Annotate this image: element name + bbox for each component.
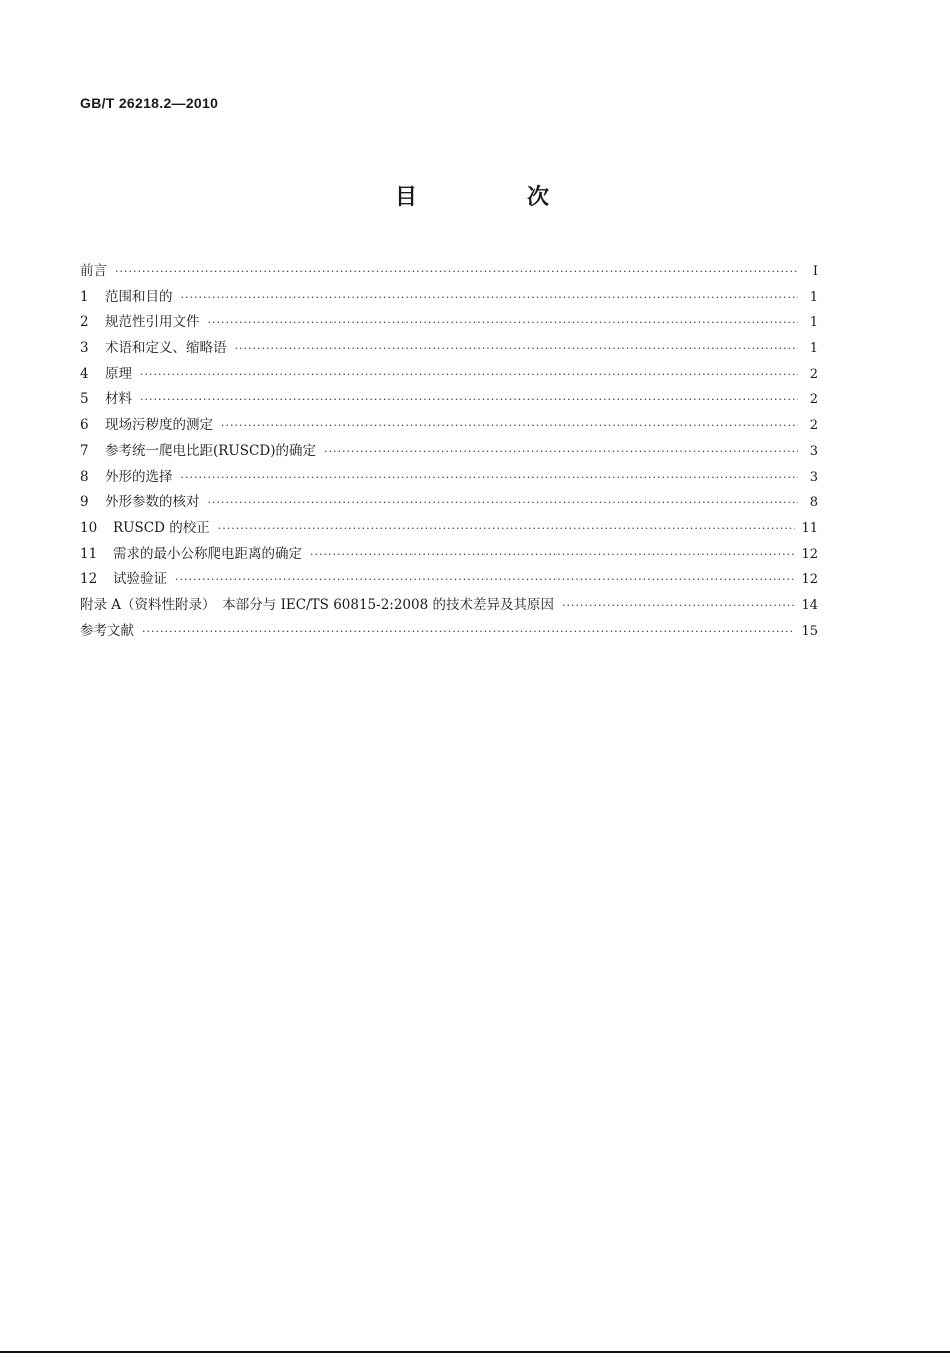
toc-entry-label: 外形的选择 <box>105 468 173 485</box>
toc-entry-number: 10 <box>80 519 98 536</box>
toc-leader-dots <box>208 490 799 516</box>
toc-entry-label: 术语和定义、缩略语 <box>105 340 227 357</box>
toc-entry[interactable] <box>80 362 818 388</box>
toc-entry-label: RUSCD 的校正 <box>113 519 210 536</box>
page-title: 目 次 <box>394 185 593 210</box>
toc-entry[interactable] <box>80 593 818 619</box>
toc-entry-number: 4 <box>80 365 89 382</box>
toc-entry-label: 前言 <box>80 263 107 279</box>
toc-entry[interactable] <box>80 542 818 568</box>
toc-entry-page: 2 <box>809 366 818 382</box>
toc-entry-number: 1 <box>80 288 89 305</box>
toc-entry-label: 参考统一爬电比距(RUSCD)的确定 <box>105 442 316 459</box>
toc-leader-dots <box>562 593 795 619</box>
toc-entry-number: 3 <box>80 340 89 357</box>
toc-entry[interactable] <box>80 387 818 413</box>
toc-entry[interactable] <box>80 619 818 645</box>
toc-entry-label: 试验验证 <box>113 571 167 588</box>
toc-leader-dots <box>140 387 798 413</box>
bottom-divider <box>0 1351 950 1353</box>
toc-entry[interactable] <box>80 490 818 516</box>
toc-entry[interactable] <box>80 285 818 311</box>
toc-entry-page: 3 <box>809 469 818 485</box>
toc-entry-page: 12 <box>801 546 818 562</box>
toc-entry-label: 参考文献 <box>80 622 134 639</box>
toc-entry-label: 现场污秽度的测定 <box>105 417 213 434</box>
toc-leader-dots <box>140 362 798 388</box>
toc-entry-number: 11 <box>80 545 98 562</box>
toc-entry[interactable] <box>80 259 818 285</box>
toc-entry-page: 15 <box>801 623 818 639</box>
toc-leader-dots <box>142 619 795 645</box>
toc-entry-number: 8 <box>80 468 89 485</box>
toc-entry-page: 1 <box>809 315 818 331</box>
toc-entry-label: 原理 <box>105 365 132 382</box>
toc-leader-dots <box>221 413 798 439</box>
toc-entry-number: 7 <box>80 442 89 459</box>
toc-leader-dots <box>310 542 795 568</box>
toc-leader-dots <box>181 465 799 491</box>
toc-leader-dots <box>115 259 798 285</box>
toc-entry-number: 2 <box>80 314 89 331</box>
toc-entry[interactable] <box>80 567 818 593</box>
toc-entry-number: 9 <box>80 494 89 511</box>
toc-entry-number: 6 <box>80 417 89 434</box>
toc-entry-number: 5 <box>80 391 89 408</box>
toc-entry-label: 外形参数的核对 <box>105 494 200 511</box>
toc-entry-page: 2 <box>809 392 818 408</box>
toc-entry-number: 12 <box>80 571 98 588</box>
toc-entry[interactable] <box>80 439 818 465</box>
toc-leader-dots <box>218 516 796 542</box>
toc-entry-label: 附录 A（资料性附录） 本部分与 IEC/TS 60815-2:2008 的技术差异及其原因 <box>80 596 554 613</box>
toc-entry-label: 范围和目的 <box>105 288 173 305</box>
toc-entry-page: Ⅰ <box>812 264 818 279</box>
toc-leader-dots <box>324 439 798 465</box>
toc-entry-page: 8 <box>809 495 818 511</box>
standard-code: GB/T 26218.2—2010 <box>80 95 219 111</box>
toc-entry-page: 11 <box>801 520 818 536</box>
toc-entry-label: 材料 <box>105 391 132 408</box>
toc-entry-page: 14 <box>801 597 818 613</box>
toc-entry-page: 2 <box>809 418 818 434</box>
toc-entry[interactable] <box>80 413 818 439</box>
toc-entry[interactable] <box>80 310 818 336</box>
toc-leader-dots <box>175 567 795 593</box>
toc-leader-dots <box>181 285 799 311</box>
toc-entry[interactable] <box>80 336 818 362</box>
toc-entry-label: 规范性引用文件 <box>105 314 200 331</box>
toc-entry-page: 12 <box>801 572 818 588</box>
toc-leader-dots <box>208 310 799 336</box>
toc-entry-label: 需求的最小公称爬电距离的确定 <box>113 545 302 562</box>
toc-entry-page: 3 <box>809 443 818 459</box>
toc-entry[interactable] <box>80 516 818 542</box>
toc-entry-page: 1 <box>809 289 818 305</box>
toc-leader-dots <box>235 336 799 362</box>
toc-entry-page: 1 <box>809 341 818 357</box>
toc-entry[interactable] <box>80 465 818 491</box>
table-of-contents <box>80 259 818 644</box>
